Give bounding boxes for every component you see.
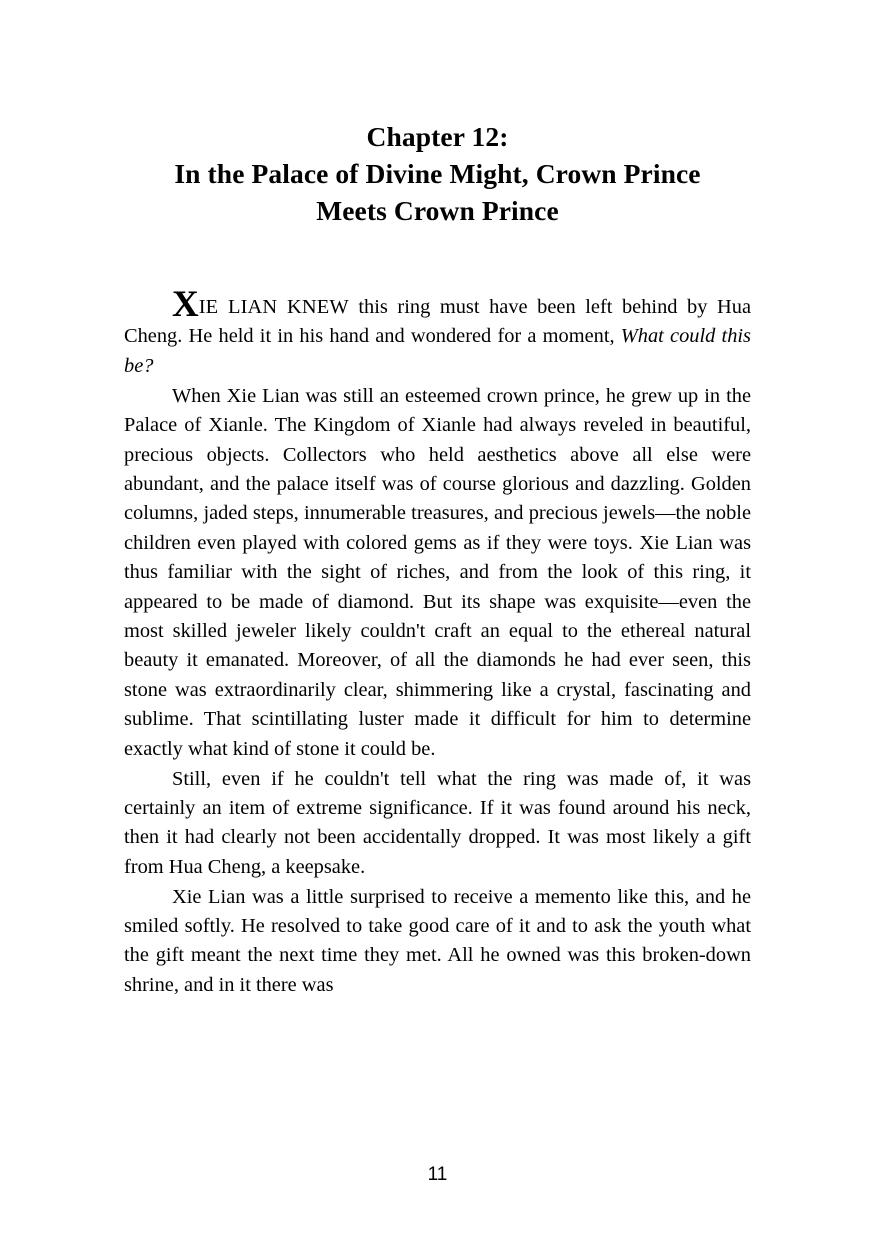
body-text-column <box>124 284 751 1000</box>
chapter-heading <box>124 118 751 229</box>
drop-cap-initial: X <box>172 284 199 325</box>
paragraph-2: When Xie Lian was still an esteemed crown prince, he grew up in the Palace of Xianle. The Kingdom of Xianle had always reveled in beautiful, precious objects. Collectors who held aesthetics above all else were abundant, and the palace itself was of course glorious and dazzling. Golden columns, jaded steps, innumerable treasures, and precious jewels—the noble children even played with colored gems as if they were toys. Xie Lian was thus familiar with the sight of riches, and from the look of this ring, it appeared to be made of diamond. But its shape was exquisite—even the most skilled jeweler likely couldn't craft an equal to the ethereal natural beauty it emanated. Moreover, of all the diamonds he had ever seen, this stone was extraordinarily clear, shimmering like a crystal, fascinating and sublime. That scintillating luster made it difficult for him to determine exactly what kind of stone it could be. <box>124 384 751 760</box>
paragraph-3: Still, even if he couldn't tell what the ring was made of, it was certainly an item of extreme significance. If it was found around his neck, then it had clearly not been accidentally dropped. It was most likely a gift from Hua Cheng, a keepsake. <box>124 767 751 878</box>
page-number: 11 <box>427 1164 448 1185</box>
chapter-heading-line-1: Chapter 12: <box>366 121 509 152</box>
paragraph-opening-text: this ring must have been left behind by Hua Cheng. He held it in his hand and wondered for a moment, <box>124 296 751 348</box>
paragraph-4: Xie Lian was a little surprised to receive a memento like this, and he smiled softly. He resolved to take good care of it and to ask the youth what the gift meant the next time they met. All he owned was this broken-down shrine, and in it there was <box>124 885 751 996</box>
chapter-heading-line-3: Meets Crown Prince <box>316 195 559 226</box>
chapter-heading-line-2: In the Palace of Divine Might, Crown Prince <box>174 158 701 189</box>
small-caps-opening: IE LIAN KNEW <box>198 296 349 318</box>
paragraph-opening <box>124 284 751 381</box>
italic-inner-thought: What could this be? <box>124 325 751 377</box>
